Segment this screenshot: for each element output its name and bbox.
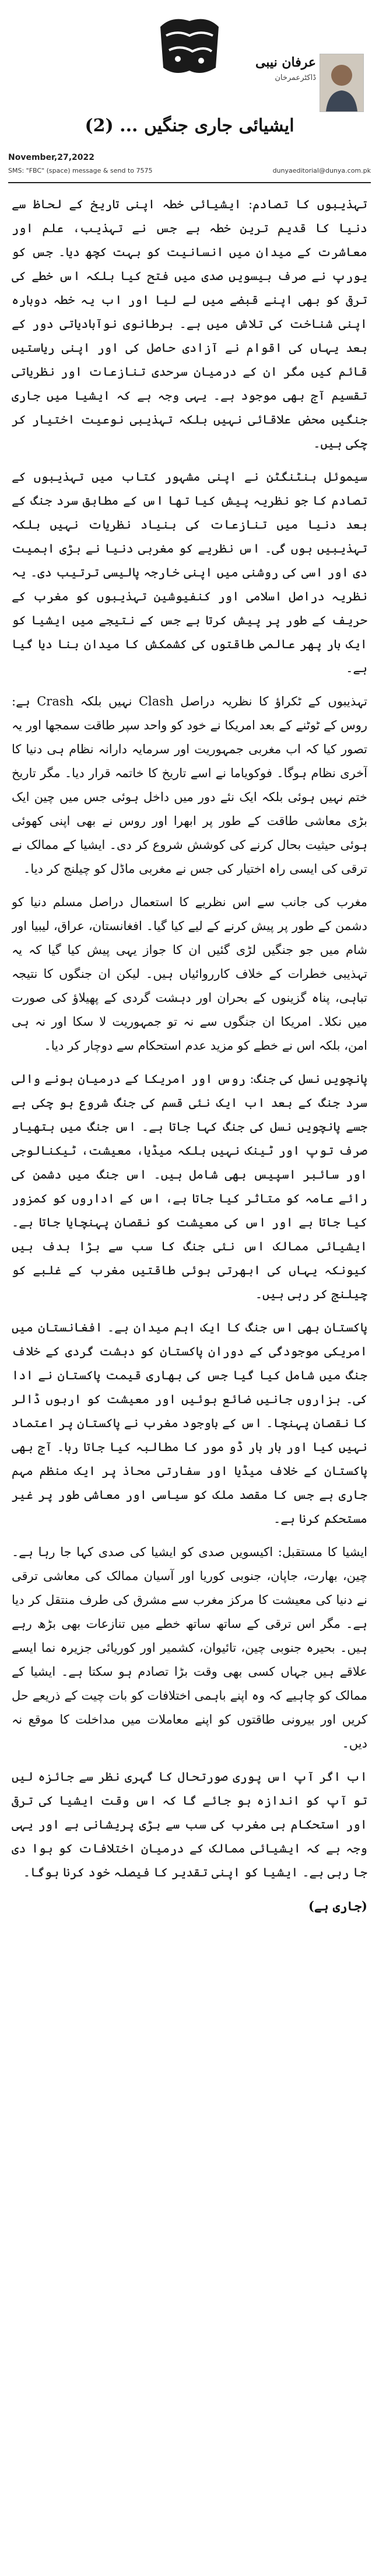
paragraph: پانچویں نسل کی جنگ: روس اور امریکا کے درمیان ہونے والی سرد جنگ کے بعد اب ایک نئی قسم کی جنگ شروع ہو چکی ہے جسے پانچویں نسل کی جنگ کہا جاتا ہے۔ اس جنگ میں ہتھیار صرف توپ اور ٹینک نہیں بلکہ میڈیا، معیشت، ٹیکنالوجی اور سائبر اسپیس بھی شامل ہیں۔ اس جنگ میں دشمن کی رائے عامہ کو متاثر کیا جاتا ہے، اس کے اداروں کو کمزور کیا جاتا ہے اور اس کی معیشت کو نقصان پہنچایا جاتا ہے۔ ایشیائی ممالک اس نئی جنگ کا سب سے بڑا ہدف ہیں کیونکہ یہاں کی ابھرتی ہوئی طاقتیں مغرب کے غلبے کو چیلنج کر رہی ہیں۔ xyxy=(12,1072,367,1301)
article-title: ایشیائی جاری جنگیں ... (2) xyxy=(85,116,294,136)
paragraph: تہذیبوں کے ٹکراؤ کا نظریہ دراصل Clash نہیں بلکہ Crash ہے: روس کے ٹوٹنے کے بعد امریکا نے خود کو واحد سپر طاقت سمجھا اور یہ تصور کیا کہ اب مغربی جمہوریت اور سرمایہ دارانہ نظام ہی دنیا کا آخری نظام ہوگا۔ فوکویاما نے اسے تاریخ کا خاتمہ قرار دیا۔ مگر تاریخ ختم نہیں ہوئی بلکہ ایک نئے دور میں داخل ہوئی جس میں چین ایک بڑی معاشی طاقت کے طور پر ابھرا اور روس نے بھی اپنی کھوئی ہوئی حیثیت بحال کرنے کی کوشش شروع کر دی۔ ایشیا کے ممالک نے ترقی کی ایسی راہ اختیار کی جس نے مغربی ماڈل کو چیلنج کر دیا۔ xyxy=(12,694,367,876)
paragraph: پاکستان بھی اس جنگ کا ایک اہم میدان ہے۔ افغانستان میں امریکی موجودگی کے دوران پاکستان کو دہشت گردی کے خلاف جنگ میں شامل کیا گیا جس کی بھاری قیمت پاکستان نے ادا کی۔ ہزاروں جانیں ضائع ہوئیں اور معیشت کو اربوں ڈالر کا نقصان پہنچا۔ اس کے باوجود مغرب نے پاکستان پر اعتماد نہیں کیا اور بار بار ڈو مور کا مطالبہ کیا جاتا رہا۔ آج بھی پاکستان کے خلاف میڈیا اور سفارتی محاذ پر ایک منظم مہم جاری ہے جس کا مقصد ملک کو سیاسی اور معاشی طور پر غیر مستحکم کرنا ہے۔ xyxy=(12,1320,367,1526)
author-role: ڈاکٹرعمرخان xyxy=(275,74,316,82)
continuation-note: (جاری ہے) xyxy=(308,1899,367,1913)
author-photo xyxy=(320,54,364,112)
paragraph: مغرب کی جانب سے اس نظریے کا استعمال دراصل مسلم دنیا کو دشمن کے طور پر پیش کرنے کے لیے کیا گیا۔ افغانستان، عراق، لیبیا اور شام میں جو جنگیں لڑی گئیں ان کا جواز یہی پیش کیا گیا کہ یہ تہذیبی خطرات کے خلاف کارروائیاں ہیں۔ لیکن ان جنگوں کا نتیجہ تباہی، پناہ گزینوں کے بحران اور دہشت گردی کے پھیلاؤ کی صورت میں نکلا۔ امریکا ان جنگوں سے نہ تو جمہوریت لا سکا اور نہ ہی امن، بلکہ اس نے خطے کو مزید عدم استحکام سے دوچار کر دیا۔ xyxy=(12,895,367,1053)
header-divider xyxy=(8,182,371,183)
paragraph: سیموئل ہنٹنگٹن نے اپنی مشہور کتاب میں تہذیبوں کے تصادم کا جو نظریہ پیش کیا تھا اس کے مطابق سرد جنگ کے بعد دنیا میں تنازعات کی بنیاد نظریات نہیں بلکہ تہذیبیں ہوں گی۔ اس نظریے کو مغربی دنیا نے بڑی اہمیت دی اور اسی کی روشنی میں اپنی خارجہ پالیسی ترتیب دی۔ یہ نظریہ دراصل اسلامی اور کنفیوشین تہذیبوں کو مغرب کے حریف کے طور پر پیش کرتا ہے جس کے نتیجے میں ایشیا کو ایک بار پھر عالمی طاقتوں کی کشمکش کا میدان بنا دیا گیا ہے۔ xyxy=(12,470,367,675)
masthead xyxy=(0,0,379,193)
newspaper-logo xyxy=(149,4,230,85)
paragraph: ایشیا کا مستقبل: اکیسویں صدی کو ایشیا کی صدی کہا جا رہا ہے۔ چین، بھارت، جاپان، جنوبی کوریا اور آسیان ممالک کی معاشی ترقی نے دنیا کی معیشت کا مرکز مغرب سے مشرق کی طرف منتقل کر دیا ہے۔ مگر اس ترقی کے ساتھ ساتھ خطے میں تنازعات بھی بڑھ رہے ہیں۔ بحیرہ جنوبی چین، تائیوان، کشمیر اور کوریائی جزیرہ نما ایسے علاقے ہیں جہاں کسی بھی وقت بڑا تصادم ہو سکتا ہے۔ ایشیا کے ممالک کو چاہیے کہ وہ اپنے باہمی اختلافات کو بات چیت کے ذریعے حل کریں اور بیرونی طاقتوں کو اپنے معاملات میں مداخلت کا موقع نہ دیں۔ xyxy=(12,1545,367,1750)
paragraph: تہذیبوں کا تصادم: ایشیائی خطہ اپنی تاریخ کے لحاظ سے دنیا کا قدیم ترین خطہ ہے جس نے تہذیب، علم اور معاشرت کے میدان میں انسانیت کو بہت کچھ دیا۔ جس کو یورپ نے صرف بیسویں صدی میں فتح کیا بلکہ اس خطے کی ترقی کو بھی اپنے قبضے میں لے لیا اور اب یہ خطہ دوبارہ اپنی شناخت کی تلاش میں ہے۔ برطانوی نوآبادیاتی دور کے بعد یہاں کی اقوام نے آزادی حاصل کی اور اپنی ریاستیں قائم کیں مگر ان کے درمیان سرحدی تنازعات اور نظریاتی تقسیم آج بھی موجود ہے۔ یہی وجہ ہے کہ ایشیا میں جاری جنگیں محض علاقائی نہیں بلکہ تہذیبی نوعیت اختیار کر چکی ہیں۔ xyxy=(12,197,367,450)
author-name: عرفان نیبی xyxy=(255,55,316,70)
author-block xyxy=(255,55,316,82)
sms-note: SMS: "FBC" (space) message & send to 7575 xyxy=(8,167,153,174)
contact-row xyxy=(8,167,371,177)
email-link[interactable]: dunyaeditorial@dunya.com.pk xyxy=(272,167,371,174)
paragraph: اب اگر آپ اس پوری صورتحال کا گہری نظر سے جائزہ لیں تو آپ کو اندازہ ہو جائے گا کہ اس وقت ایشیا کی ترقی اور استحکام ہی مغرب کی سب سے بڑی پریشانی ہے اور یہی وجہ ہے کہ ایشیائی ممالک کے درمیان اختلافات کو ہوا دی جا رہی ہے۔ ایشیا کو اپنی تقدیر کا فیصلہ خود کرنا ہوگا۔ xyxy=(12,1770,367,1879)
publish-date: November,27,2022 xyxy=(8,153,94,162)
article-body xyxy=(12,193,367,2564)
